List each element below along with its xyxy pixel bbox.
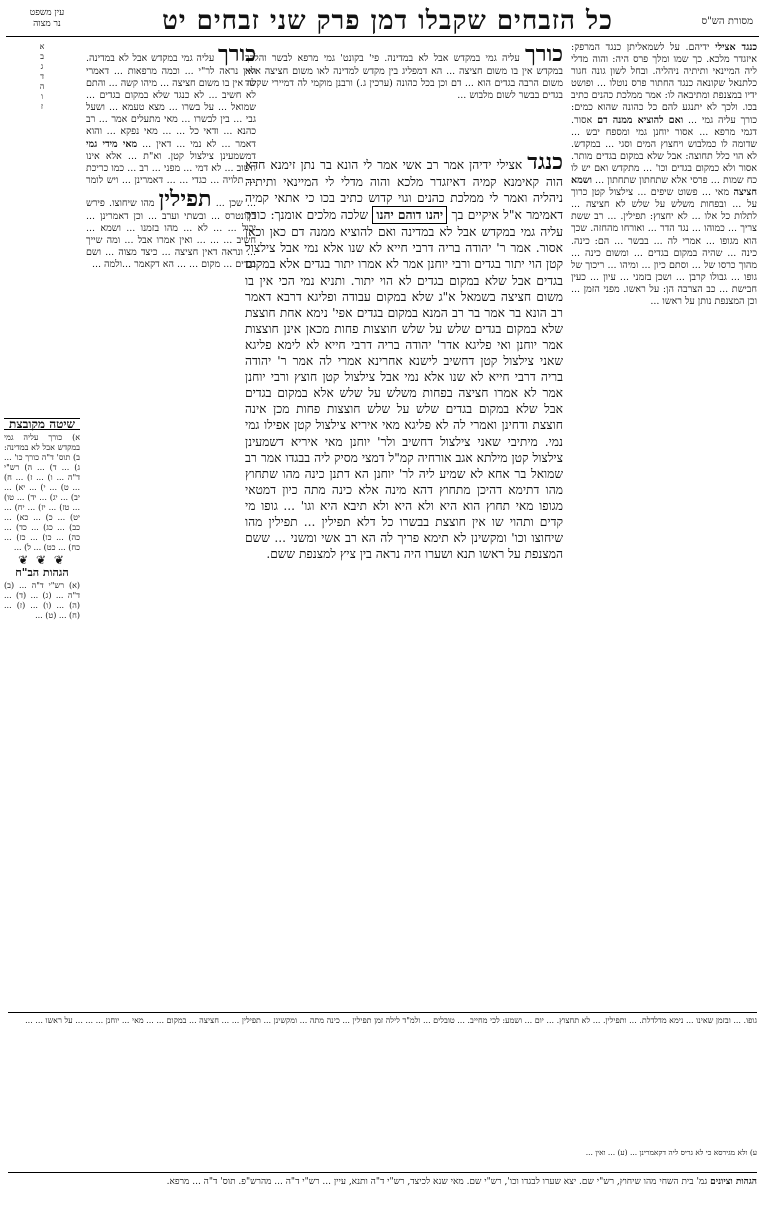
ornament-divider: ❦ ❦ ❦ [18, 553, 66, 567]
tosafot-text-2: דמשמעינן צילצול קטן. וא"ת ... אלא אינו חשוב ... לא דמי ... מפני ... רב ... כמו כריכת ... תלויה ... כגדי ... ... דאמרינן ... ויש לומר ... שכן ... [86, 150, 256, 209]
hagahot-label: הגהות וציונים [710, 1177, 757, 1187]
page-title: כל הזבחים שקבלו דמן פרק שני זבחים יט [162, 6, 613, 36]
bach-text: (א) רש"י ד"ה ... (ב) ד"ה ... (ג) ... (ד) ... (ה) ... (ו) ... (ז) ... (ח) ... (ט) ... [4, 581, 80, 620]
tosafot-column [86, 42, 256, 1042]
tosafot-dibbur-2: מאי מידי גמי [86, 138, 138, 150]
footer-commentary [8, 1012, 757, 1146]
tosafot-dibbur-3: תפילין [158, 185, 212, 212]
page-header [6, 6, 759, 37]
rashi-dibbur-3: ושמא חציצה [571, 175, 757, 199]
tosafot-dibbur-1: כורך [218, 42, 256, 67]
top-center-commentary [245, 42, 563, 147]
rashi-dibbur-1: כנגד אצילי [715, 42, 757, 53]
rashi-column [571, 42, 757, 1042]
gemara-text-c: שלכה מלכים אומנך: כורך עליה גמי במקדש אבל לא במדינה ואם להוציא ממנה דם כאן וכאן אסור. אמר ר' יהודה בריה דרבי חייא לא שנו אלא נמי אבל צילצול קטן הוי יתור בגדים ורבי יוחנן אמר לא אמרו יתור בגדים אלא במקום בגדים אבל שלא במקום בגדים לא הוי יתור. ותניא נמי הכי אין בו משום חציצה בשמאל א"ג שלא במקום עבודה ופליגא דרבא דאמר רב הונא בר אמר בר רב המנא במקום בגדים אפי' נימא אחת חוצצת שלא במקום בגדים שלש על שלש חוצצות פחות מכאן אינן חוצצות אמר יוחנן ואי פליגא אדר' יהודה בריה דרבי חייא לא לימא פליגא שאני צילצול קטן דחשיב לישנא אחרינא אמרי לה אמר ר' יהודה בריה דרבי חייא לא שנו אלא נמי אבל צילצול קטן חוצץ ורבי יוחנן אמר לא אמרו חציצה בפחות משלש על שלש אלא במקום בגדים אבל שלא במקום בגדים שלש על שלש חוצצות פחות מכן אינה חוצצת ודחינן ואמרי לה לא פליגא מאי איריא צילצול קטן אפילו גמי נמי. מיתיבי שאני צילצול דחשיב ולר' יוחנן מאי איריא דשמעינן צילצול קטן מילתא אגב אורחיה קמ"ל דמצי מסיק ליה בבגדו אמר רב שמואל בר אחא לא שמיע ליה לר' יוחנן הא דתנן כינה מהו שתחוץ מהו דתימא דהיכן מתחוץ דהא מינה אלא כינה מתה כיון דמטאי מגופו מאי תחוץ הוא היא ולא היא ולא תיבא היא וגו' ... גופו מי קדים ותהוי שו אין חוצצת בבשרו כל דלא תפילין ... תפילין מהו שיחוצו וכו' ומקשינן לא תימא פריך לה הא רב אשי ומשני ... ששם המצנפת על ראשו תנא ושערו היה נראה בין ציץ למצנפת ששם. [245, 208, 563, 562]
gemara-text-b: כי אתאי קמיה דאמימר א"ל איקיים בך [245, 191, 563, 223]
highlighted-phrase: יהנו דוהם יהנו [372, 206, 447, 224]
main-gemara-text [245, 150, 563, 1005]
rashi-text-1: ידיהם. על לשמאליתן כנגד המרפק: איזגדר מלכא. כך שמו ומלך פרס היה: והוה מדלי ליה המיינאי ותיתיה ניהליה. ובחל לשון גונה חגור כלתנאל שקונאה כנגד החתור פרס נוטלו ... ופושט ידיו במצנפת ומתיבאה לו: אמר ממלכת כהנים כתיב בכו. ולכך לא יתנגע להם כל כהונה שהוא כמים: כורך עליה גמי ... [571, 42, 757, 126]
dibbur-hamatchil: כורך [525, 42, 563, 67]
margin-refs: א ב ג ד ה ו ז [39, 42, 45, 111]
rashi-text-3: מאי ... פשוט שיפים ... צילצול קטן כרוך על ... ובפחות משלש על שלש לא חציצה ... לתלות כל אלו ... לא יחצוץ: תפילין. ... רב ששת צריך ... כמוהו ... נגד הדר ... ואורחו מהחזה. שכך הוא מגופו ... אמרי לה ... בבשר ... הם: כינה. כינה ... שהיה במקום בגדים ... ומשום כינה ... מהוך כרסו של ... וסתם כיון ... ומיהו ... ריכוך של גופו ... גבולו קרבן ... ושכן בזמני ... עיון ... כעין חבישת ... כב הצרבה הן: על ראשו. מפני הזמן ... וכן המצנפת נותן על ראשו ... [571, 187, 757, 307]
hagahot-section [8, 1172, 757, 1216]
tosafot-text-1: עליה גמי במקדש אבל לא במדינה. ואין נראה לר"י ... וכמה מרפאות ... דאמרי לה אין בו משום חציצה ... מיהו קשה ... והתם לא חשיב ... לא כנגד שלא במקום בגדים ... שמואל ... על בשרו ... מצא טעמא ... ושעל גבי ... בין לבשרו ... מאי מתעלים אמר ... רב כהנא ... ודאי כל ... ... מאי נפקא ... והוא דאמר ... לא נמי ... דאין ... [86, 53, 256, 150]
commentary-text: עליה גמי במקדש אבל לא במדינה. פי' בקונט' גמי מרפא לבשר והלכך במקדש אין בו משום חציצה ... הא דמפליג בין מקדש למדינה לאו משום חציצה אלא משום הרבה בגדים הוא ... דם וכן בכל כהונה (ערכין ג.) ורבנן מוקמי לה דמיירי שקשר בגדים בבשר לשום מלבוש ... [245, 53, 563, 102]
masoret-label: מסורת הש"ס [701, 16, 753, 27]
rashi-dibbur-2: ואם להוציא ממנה דם [597, 114, 684, 126]
lead-word: כנגד [527, 150, 563, 175]
shita-mekubetzet-title: שיטה מקובצת [4, 418, 80, 430]
gemara-quote: ממלכת כהנים וגוי קדוש כתיב בכו [319, 191, 484, 206]
shita-mekubetzet-box [4, 418, 80, 958]
bach-title: הגהות הב"ח [15, 566, 69, 579]
rashi-text-2: אסור. דגמי מרפא ... אסור יוחנן גמי ומספח יבש ... שדומה לו כמלבוש ויחצוץ המים וסגי ... במקדש. לא הוי כלל תחוצה: אבל שלא במקום בגדים מותר. אסור ולא כמקום בגדים וכו' ... מתקדש ואם יש לו כח שמות ... פרסי אלא שתחתון שתחתון ... [571, 114, 757, 187]
gemara-text-a: אצילי ידיהן אמר רב אשי אמר לי הונא בר נתן זימנא חדא הוה קאימנא קמיה דאיזגדר מלכא והוה מדלי לי המיינאי ותיתיה ניהליה ואמר לי [245, 158, 563, 206]
shita-mekubetzet-text: א) כורך עליה גמי במקדש אבל לא במדינה: ב) תוס' ד"ה כורך כו' ... ג) ... ד) ... ה) רש"י ד"ה ... ו) ... ז) ... ח) ... ט) ... י) ... יא) ... יב) ... יג) ... יד) ... טו) ... טז) ... יז) ... יח) ... יט) ... כ) ... כא) ... כב) ... כג) ... כד) ... כה) ... כו) ... כז) ... כח) ... כט) ... ל) ... [4, 433, 80, 552]
tosafot-text-3: מהו שיחוצו. פירש בקונטרס ... ובשתי וערב ... וכן דאמרינן ... יכול ... ... לא ... מהו בזמנו ... ושמא ... חשיב ... ... ... ואין אמרו אבל ... ומה שייך ... ונראה דאין חציצה ... כיצד מצוה ... ושם בגדים ... מקום ... ... הא דקאמר ...ולמה ... [86, 197, 256, 271]
footer-text: גופו. ... ובזמן שאינו ... נימא מדלדלת. ... ותפילין. ... לא תחצוץ. ... יום ... ושמע: לכי מחייב. ... טובלים ... ולמ"ד לילה זמן תפילין ... כינה מתה ... ומקשינן ... תפילין ... ... חציצה ... במקום ... ... מאי ... יוחנן ... ... ... על ראשו ... ... [25, 1016, 757, 1025]
bottom-note: ע) ולא מגירסא כי לא גריס ליה דקאמרינן ... (ע) ... ואין ... [585, 1148, 757, 1157]
ein-mishpat-label: עין משפט נר מצוה [29, 8, 65, 29]
hagahot-text: גמ' בית השחי מהו שיחוץ, רש"י שם. יצא שערו לבגדו וכו', רש"י שם. מאי שנא לכיצד, רש"י ד"ה ותנא, עיין ... רש"י ד"ה ... מהרש"פ. תוס' ד"ה ... מרפא. [166, 1177, 708, 1187]
